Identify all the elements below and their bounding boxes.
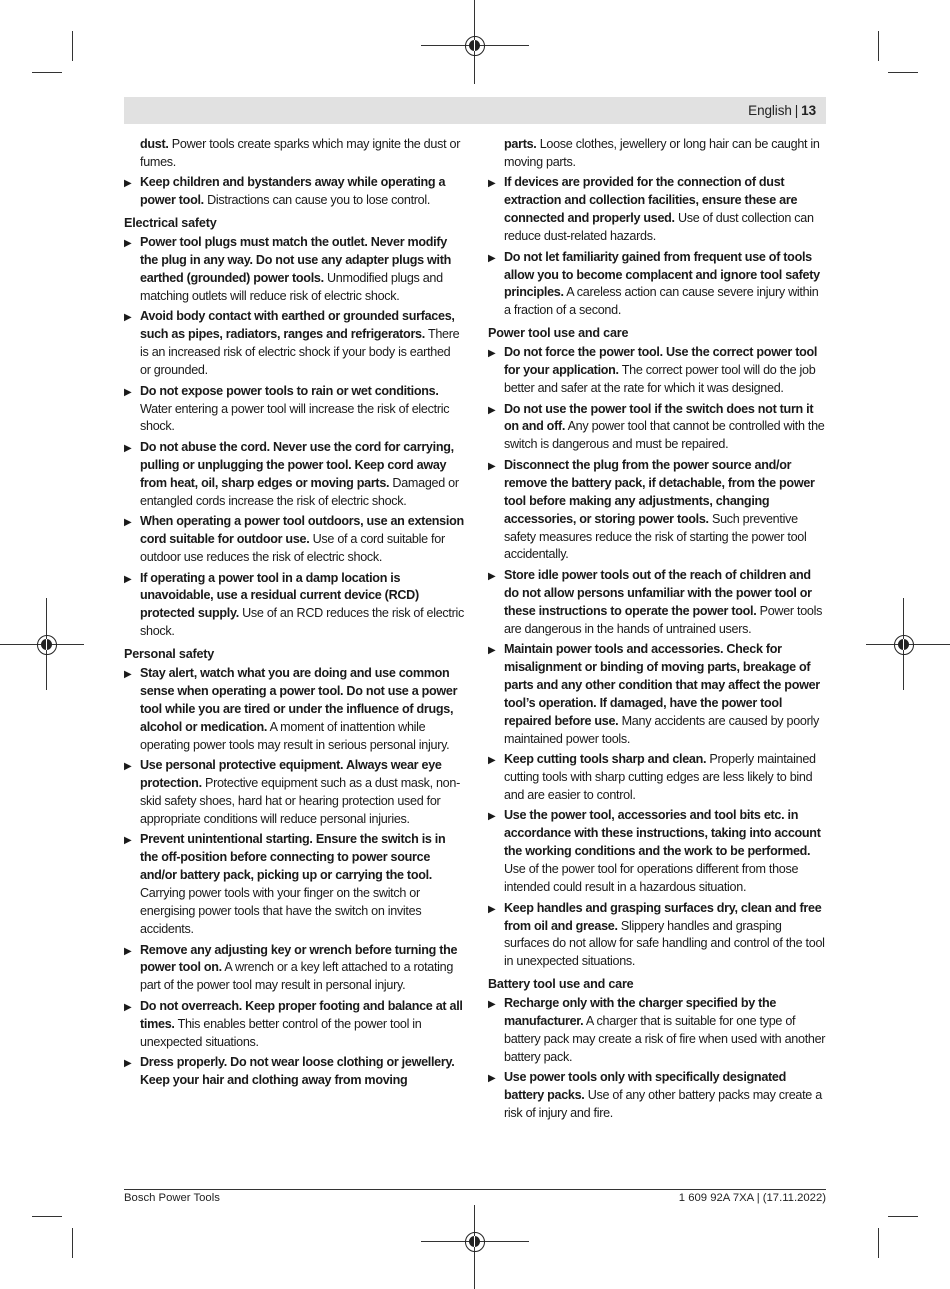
triangle-bullet-icon: ▶	[124, 1058, 132, 1070]
instruction-text: Loose clothes, jewellery or long hair can be caught in moving parts.	[504, 137, 820, 169]
instruction-text: Protective equipment such as a dust mask, non-skid safety shoes, hard hat or hearing protection used for appropriate conditions will reduce personal injuries.	[140, 776, 460, 826]
instruction-bold: Do not let familiarity gained from frequent use of tools allow you to become complacent and ignore tool safety principles.	[504, 249, 820, 300]
triangle-bullet-icon: ▶	[124, 238, 132, 250]
instruction-text: Power tools create sparks which may ignite the dust or fumes.	[140, 137, 461, 169]
header-language: English	[748, 103, 792, 118]
triangle-bullet-icon: ▶	[124, 312, 132, 324]
instruction-bold: Do not abuse the cord. Never use the cord for carrying, pulling or unplugging the power tool. Keep cord away from heat, oil, sharp edges or moving parts.	[140, 439, 454, 490]
continued-paragraph	[124, 136, 464, 172]
triangle-bullet-icon: ▶	[124, 573, 132, 585]
instruction-bold: dust.	[140, 137, 169, 151]
triangle-bullet-icon: ▶	[488, 903, 496, 915]
instruction-text: Use of any other battery packs may create a risk of injury and fire.	[504, 1088, 822, 1121]
crop-mark	[32, 72, 62, 73]
instruction-text: Use of dust collection can reduce dust-related hazards.	[504, 211, 814, 244]
safety-instruction	[124, 174, 464, 210]
instruction-bold: Do not force the power tool. Use the correct power tool for your application.	[504, 345, 818, 378]
safety-instruction	[124, 1054, 464, 1090]
safety-instruction	[124, 757, 464, 829]
instruction-bold: Keep handles and grasping surfaces dry, clean and free from oil and grease.	[504, 900, 822, 933]
safety-instruction	[124, 383, 464, 437]
triangle-bullet-icon: ▶	[124, 835, 132, 847]
safety-instruction	[488, 807, 828, 897]
safety-instruction	[488, 995, 828, 1067]
instruction-bold: Use the power tool, accessories and tool bits etc. in accordance with these instructions, taking into account the working conditions and the work to be performed.	[504, 808, 821, 859]
triangle-bullet-icon: ▶	[124, 386, 132, 398]
safety-instruction	[488, 401, 828, 455]
instruction-text: Water entering a power tool will increase the risk of electric shock.	[140, 401, 450, 434]
instruction-bold: Remove any adjusting key or wrench before turning the power tool on.	[140, 942, 458, 975]
triangle-bullet-icon: ▶	[124, 442, 132, 454]
instruction-bold: Do not use the power tool if the switch does not turn it on and off.	[504, 401, 814, 434]
triangle-bullet-icon: ▶	[488, 811, 496, 823]
instruction-bold: Dress properly. Do not wear loose clothing or jewellery. Keep your hair and clothing away from moving	[140, 1055, 455, 1088]
footer-brand: Bosch Power Tools	[124, 1192, 220, 1204]
instruction-text: Carrying power tools with your finger on the switch or energising power tools that have the switch on invites accidents.	[140, 886, 422, 936]
instruction-text: The correct power tool will do the job better and safer at the rate for which it was designed.	[504, 363, 816, 396]
instruction-bold: Store idle power tools out of the reach of children and do not allow persons unfamiliar with the power tool or these instructions to operate the power tool.	[504, 567, 812, 618]
instruction-text: This enables better control of the power tool in unexpected situations.	[140, 1016, 422, 1049]
triangle-bullet-icon: ▶	[124, 517, 132, 529]
instruction-bold: Maintain power tools and accessories. Check for misalignment or binding of moving parts, breakage of parts and any other condition that may affect the power tool’s operation. If damaged, have the power tool repaired before use.	[504, 642, 820, 728]
instruction-text: Unmodified plugs and matching outlets will reduce risk of electric shock.	[140, 271, 443, 303]
instruction-text: There is an increased risk of electric shock if your body is earthed or grounded.	[140, 327, 460, 378]
instruction-text: Damaged or entangled cords increase the risk of electric shock.	[140, 475, 459, 508]
instruction-bold: If devices are provided for the connection of dust extraction and collection facilities, ensure these are connected and properly used.	[504, 175, 798, 226]
triangle-bullet-icon: ▶	[488, 999, 496, 1011]
safety-instruction	[488, 457, 828, 564]
safety-instruction	[124, 570, 464, 642]
safety-instruction	[124, 513, 464, 567]
instruction-text: Such preventive safety measures reduce the risk of starting the power tool accidentally.	[504, 511, 807, 562]
instruction-text: Use of an RCD reduces the risk of electric shock.	[140, 606, 465, 639]
instruction-text: Any power tool that cannot be controlled with the switch is dangerous and must be repaired.	[504, 419, 825, 452]
instruction-bold: If operating a power tool in a damp location is unavoidable, use a residual current device (RCD) protected supply.	[140, 570, 419, 621]
crop-mark	[878, 1228, 879, 1258]
registration-target-icon	[465, 1232, 485, 1252]
safety-instruction	[488, 751, 828, 805]
instruction-text: Use of the power tool for operations different from those intended could result in a hazardous situation.	[504, 862, 799, 895]
triangle-bullet-icon: ▶	[488, 404, 496, 416]
instruction-text: A wrench or a key left attached to a rotating part of the power tool may result in personal injury.	[140, 960, 454, 993]
section-heading: Battery tool use and care	[488, 977, 634, 992]
registration-target-icon	[894, 635, 914, 655]
safety-instruction	[488, 174, 828, 246]
instruction-text: A careless action can cause severe injury within a fraction of a second.	[504, 285, 819, 318]
triangle-bullet-icon: ▶	[488, 460, 496, 472]
instruction-bold: Avoid body contact with earthed or grounded surfaces, such as pipes, radiators, ranges and refrigerators.	[140, 309, 455, 342]
safety-instruction	[488, 344, 828, 398]
registration-target-icon	[465, 36, 485, 56]
instruction-text: Properly maintained cutting tools with sharp cutting edges are less likely to bind and are easier to control.	[504, 752, 816, 802]
instruction-text: A charger that is suitable for one type of battery pack may create a risk of fire when used with another battery pack.	[504, 1014, 826, 1064]
safety-instruction	[488, 900, 828, 972]
section-heading: Power tool use and care	[488, 326, 629, 341]
instruction-text: Power tools are dangerous in the hands of untrained users.	[504, 603, 823, 636]
instruction-bold: Use power tools only with specifically designated battery packs.	[504, 1070, 787, 1103]
instruction-text: A moment of inattention while operating power tools may result in serious personal injury.	[140, 719, 450, 752]
section-heading: Personal safety	[124, 647, 215, 662]
header-separator: |	[794, 103, 799, 118]
safety-instruction	[124, 234, 464, 306]
safety-instruction	[488, 641, 828, 748]
instruction-bold: Keep cutting tools sharp and clean.	[504, 752, 707, 767]
header-text	[748, 103, 816, 118]
safety-instruction	[124, 998, 464, 1052]
section-heading: Electrical safety	[124, 216, 217, 231]
left-column	[124, 136, 464, 1093]
safety-instruction	[124, 942, 464, 996]
crop-mark	[878, 31, 879, 61]
crop-mark	[32, 1216, 62, 1217]
right-column	[488, 136, 828, 1126]
instruction-text: Many accidents are caused by poorly maintained power tools.	[504, 713, 819, 746]
instruction-bold: Keep children and bystanders away while operating a power tool.	[140, 175, 446, 208]
triangle-bullet-icon: ▶	[124, 945, 132, 957]
instruction-bold: Use personal protective equipment. Always wear eye protection.	[140, 758, 442, 791]
safety-instruction	[124, 439, 464, 511]
safety-instruction	[488, 249, 828, 321]
triangle-bullet-icon: ▶	[488, 755, 496, 767]
safety-instruction	[488, 1069, 828, 1123]
instruction-bold: Stay alert, watch what you are doing and use common sense when operating a power tool. Do not use a power tool while you are tired or under the influence of drugs, alcohol or medication.	[140, 666, 458, 734]
instruction-bold: Do not overreach. Keep proper footing and balance at all times.	[140, 998, 463, 1031]
page-header	[124, 97, 826, 124]
instruction-bold: Recharge only with the charger specified by the manufacturer.	[504, 996, 777, 1029]
safety-instruction	[124, 308, 464, 380]
triangle-bullet-icon: ▶	[124, 1001, 132, 1013]
instruction-text: Use of a cord suitable for outdoor use reduces the risk of electric shock.	[140, 532, 445, 564]
footer-rule	[124, 1189, 826, 1190]
instruction-text: Distractions can cause you to lose control.	[203, 193, 431, 208]
instruction-bold: parts.	[504, 137, 537, 151]
triangle-bullet-icon: ▶	[488, 252, 496, 264]
instruction-bold: When operating a power tool outdoors, use an extension cord suitable for outdoor use.	[140, 514, 464, 547]
footer-doc-id: 1 609 92A 7XA | (17.11.2022)	[678, 1192, 826, 1204]
triangle-bullet-icon: ▶	[124, 669, 132, 681]
instruction-bold: Power tool plugs must match the outlet. Never modify the plug in any way. Do not use any adapter plugs with earthed (grounded) power tools.	[140, 235, 452, 286]
safety-instruction	[124, 665, 464, 755]
crop-mark	[72, 1228, 73, 1258]
triangle-bullet-icon: ▶	[488, 178, 496, 190]
triangle-bullet-icon: ▶	[488, 570, 496, 582]
triangle-bullet-icon: ▶	[488, 1073, 496, 1085]
instruction-bold: Do not expose power tools to rain or wet conditions.	[140, 383, 439, 398]
triangle-bullet-icon: ▶	[124, 178, 132, 190]
instruction-bold: Prevent unintentional starting. Ensure the switch is in the off-position before connecting to power source and/or battery pack, picking up or carrying the tool.	[140, 832, 446, 883]
safety-instruction	[124, 831, 464, 938]
crop-mark	[72, 31, 73, 61]
page-number: 13	[801, 103, 816, 118]
crop-mark	[888, 72, 918, 73]
instruction-bold: Disconnect the plug from the power source and/or remove the battery pack, if detachable, from the power tool before making any adjustments, changing accessories, or storing power tools.	[504, 457, 815, 526]
triangle-bullet-icon: ▶	[488, 645, 496, 657]
triangle-bullet-icon: ▶	[488, 348, 496, 360]
continued-paragraph	[488, 136, 828, 172]
instruction-text: Slippery handles and grasping surfaces do not allow for safe handling and control of the tool in unexpected situations.	[504, 918, 825, 969]
registration-target-icon	[37, 635, 57, 655]
triangle-bullet-icon: ▶	[124, 761, 132, 773]
crop-mark	[888, 1216, 918, 1217]
safety-instruction	[488, 567, 828, 639]
